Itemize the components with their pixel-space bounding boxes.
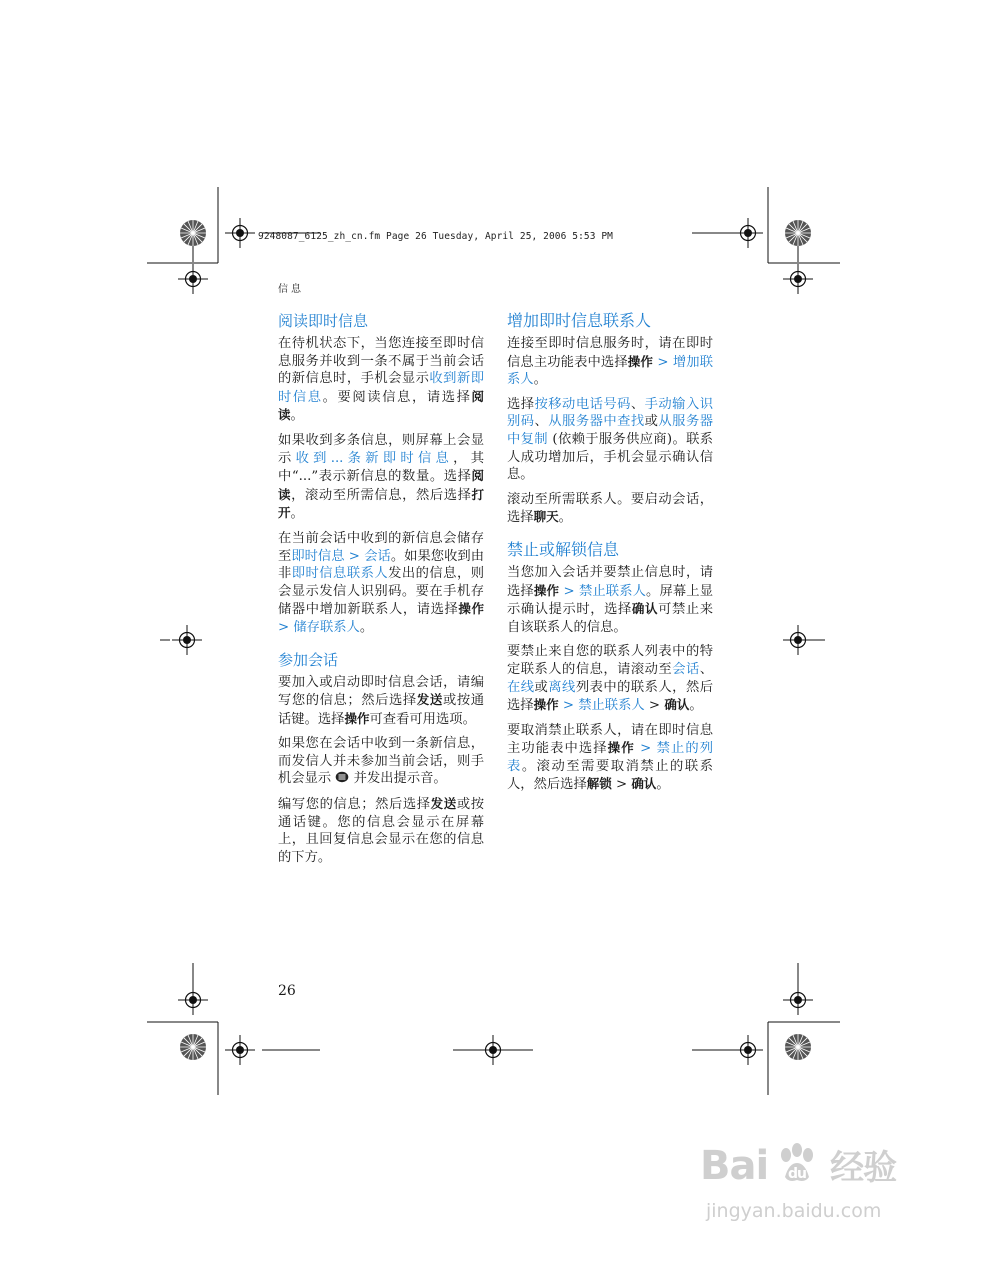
menu-option-text: > bbox=[634, 741, 657, 757]
softkey-text: 解锁 bbox=[586, 776, 612, 792]
text-run: 。 bbox=[290, 506, 304, 522]
text-run: 、 bbox=[630, 396, 645, 412]
text-run: 要禁止来自您的联系人列表中的特定联系人的信息，请滚动至 bbox=[507, 644, 713, 677]
section-title-add-contact: 增加即时信息联系人 bbox=[507, 311, 652, 330]
softkey-text: 操作 bbox=[533, 582, 560, 598]
softkey-text: 阅读 bbox=[278, 468, 484, 502]
watermark bbox=[700, 1130, 940, 1250]
paragraph bbox=[507, 491, 713, 527]
menu-option-text: > bbox=[558, 698, 579, 714]
text-run: (依赖于服务供应商)。联系人成功增加后，手机会显示确认信息。 bbox=[507, 431, 713, 483]
softkey-text: 操作 bbox=[344, 710, 370, 726]
menu-option-text: > bbox=[344, 548, 365, 564]
menu-option-text: 禁止的列表 bbox=[507, 741, 714, 774]
text-run: 滚动至所需联系人。要启动会话，选择 bbox=[507, 491, 713, 526]
paragraph bbox=[278, 795, 484, 866]
menu-option-text: 收到...条新即时信息 bbox=[295, 450, 454, 466]
menu-option-text: 离线 bbox=[548, 679, 576, 695]
text-run: 。滚动至需要取消禁止的联系人，然后选择 bbox=[507, 758, 714, 793]
page-number: 26 bbox=[278, 983, 296, 999]
text-run: 或 bbox=[534, 679, 549, 695]
softkey-text: 操作 bbox=[627, 353, 654, 369]
section-title-read-im: 阅读即时信息 bbox=[278, 312, 369, 330]
text-run: 。 bbox=[359, 619, 374, 635]
text-run: 。 bbox=[558, 510, 572, 526]
menu-option-text: 按移动电话号码 bbox=[534, 396, 631, 412]
softkey-text: 阅读 bbox=[278, 388, 485, 423]
text-run: 。 bbox=[689, 698, 703, 714]
right-column bbox=[507, 310, 713, 801]
paragraph bbox=[507, 335, 713, 389]
softkey-text: 确认 bbox=[631, 776, 657, 792]
text-run: 。屏幕上显示确认提示时，选择 bbox=[507, 583, 713, 618]
paragraph bbox=[507, 564, 713, 636]
paragraph bbox=[278, 432, 484, 523]
menu-option-text: 禁止联系人 bbox=[578, 698, 645, 714]
chat-message-icon bbox=[335, 771, 349, 783]
text-run: 。 bbox=[533, 372, 547, 388]
paragraph bbox=[507, 722, 713, 794]
paragraph bbox=[507, 396, 713, 484]
watermark-brand-a: Bai bbox=[700, 1143, 769, 1189]
softkey-text: 打开 bbox=[278, 486, 484, 521]
text-run: 。如果您收到由非 bbox=[278, 548, 484, 582]
text-run: 如果您在会话中收到一条新信息，而发信人并未参加当前会话，则手机会显示 bbox=[278, 736, 484, 787]
text-run: 要取消禁止联系人，请在即时信息主功能表中选择 bbox=[507, 722, 713, 757]
menu-option-text: 增加联系人 bbox=[507, 354, 713, 388]
text-run: 在当前会话中收到的新信息会储存至 bbox=[278, 530, 484, 564]
menu-option-text: 会话 bbox=[364, 548, 391, 564]
menu-option-text: 从服务器中复制 bbox=[507, 414, 714, 447]
softkey-text: 确认 bbox=[631, 601, 659, 617]
text-run: 、 bbox=[534, 414, 549, 430]
menu-option-text: 即时信息 bbox=[291, 548, 345, 564]
menu-option-text: 从服务器中查找 bbox=[548, 414, 645, 430]
softkey-text: 操作 bbox=[458, 601, 484, 617]
paragraph bbox=[278, 674, 484, 729]
file-slug: 9248087_6125_zh_cn.fm Page 26 Tuesday, April 25, 2006 5:53 PM bbox=[258, 231, 613, 242]
paragraph bbox=[278, 735, 484, 788]
text-run: 或按通话键。您的信息会显示在屏幕上，且回复信息会显示在您的信息的下方。 bbox=[278, 797, 485, 865]
text-run: 可查看可用选项。 bbox=[369, 711, 476, 727]
left-column bbox=[278, 310, 484, 873]
softkey-text: 操作 bbox=[607, 740, 635, 756]
text-run: 要加入或启动即时信息会话，请编写您的信息；然后选择 bbox=[278, 674, 484, 709]
menu-option-text: 禁止联系人 bbox=[578, 583, 647, 599]
text-run: > bbox=[644, 698, 665, 714]
paragraph bbox=[278, 335, 484, 425]
section-title-join-session: 参加会话 bbox=[278, 650, 339, 669]
softkey-text: 确认 bbox=[664, 697, 690, 713]
text-run: ，滚动至所需信息，然后选择 bbox=[291, 487, 472, 503]
text-run: 。 bbox=[290, 408, 304, 424]
menu-option-text: > bbox=[278, 619, 294, 635]
menu-option-text: > bbox=[653, 354, 673, 370]
text-run: 如果收到多条信息，则屏幕上会显示 bbox=[278, 432, 484, 466]
watermark-url: jingyan.baidu.com bbox=[706, 1200, 882, 1222]
text-run: 列表中的联系人，然后选择 bbox=[507, 679, 714, 714]
menu-option-text: 收到新即时信息 bbox=[278, 371, 485, 405]
paw-du-text: du bbox=[788, 1166, 807, 1182]
text-run: 可禁止来自该联系人的信息。 bbox=[507, 602, 714, 635]
text-run: 选择 bbox=[507, 396, 535, 412]
running-head: 信息 bbox=[278, 284, 304, 295]
menu-option-text: 储存联系人 bbox=[293, 619, 360, 635]
text-run: 发出的信息，则会显示发信人识别码。要在手机存储器中增加新联系人，请选择 bbox=[278, 566, 485, 618]
text-run: 或按通话键。选择 bbox=[278, 693, 485, 727]
text-run: ，其中“...”表示新信息的数量。选择 bbox=[278, 450, 485, 485]
text-run: 连接至即时信息服务时，请在即时信息主功能表中选择 bbox=[507, 336, 713, 370]
text-run: > bbox=[611, 777, 632, 793]
text-run: 在待机状态下，当您连接至即时信息服务并收到一条不属于当前会话的新信息时，手机会显示 bbox=[278, 336, 484, 387]
menu-option-text: > bbox=[559, 583, 579, 599]
menu-option-text: 手动输入识别码 bbox=[507, 396, 714, 430]
watermark-brand bbox=[700, 1140, 896, 1189]
text-run: 并发出提示音。 bbox=[353, 771, 447, 787]
text-run: 当您加入会话并要禁止信息时，请选择 bbox=[507, 564, 713, 599]
menu-option-text: 会话 bbox=[672, 661, 700, 677]
paw-icon bbox=[777, 1143, 817, 1185]
softkey-text: 发送 bbox=[416, 692, 443, 708]
softkey-text: 聊天 bbox=[533, 509, 559, 525]
watermark-brand-cn: 经验 bbox=[830, 1148, 897, 1188]
text-run: 、 bbox=[699, 661, 714, 677]
text-run: 编写您的信息；然后选择 bbox=[278, 797, 431, 813]
menu-option-text: 即时信息联系人 bbox=[291, 566, 389, 582]
text-run: 或 bbox=[644, 414, 659, 430]
text-run: 。 bbox=[656, 777, 670, 793]
paragraph bbox=[507, 643, 713, 714]
paragraph bbox=[278, 530, 484, 637]
section-title-block-unblock: 禁止或解锁信息 bbox=[507, 539, 620, 559]
menu-option-text: 在线 bbox=[507, 679, 535, 695]
softkey-text: 发送 bbox=[430, 796, 457, 812]
text-run: 。要阅读信息，请选择 bbox=[322, 389, 472, 405]
softkey-text: 操作 bbox=[533, 697, 559, 713]
